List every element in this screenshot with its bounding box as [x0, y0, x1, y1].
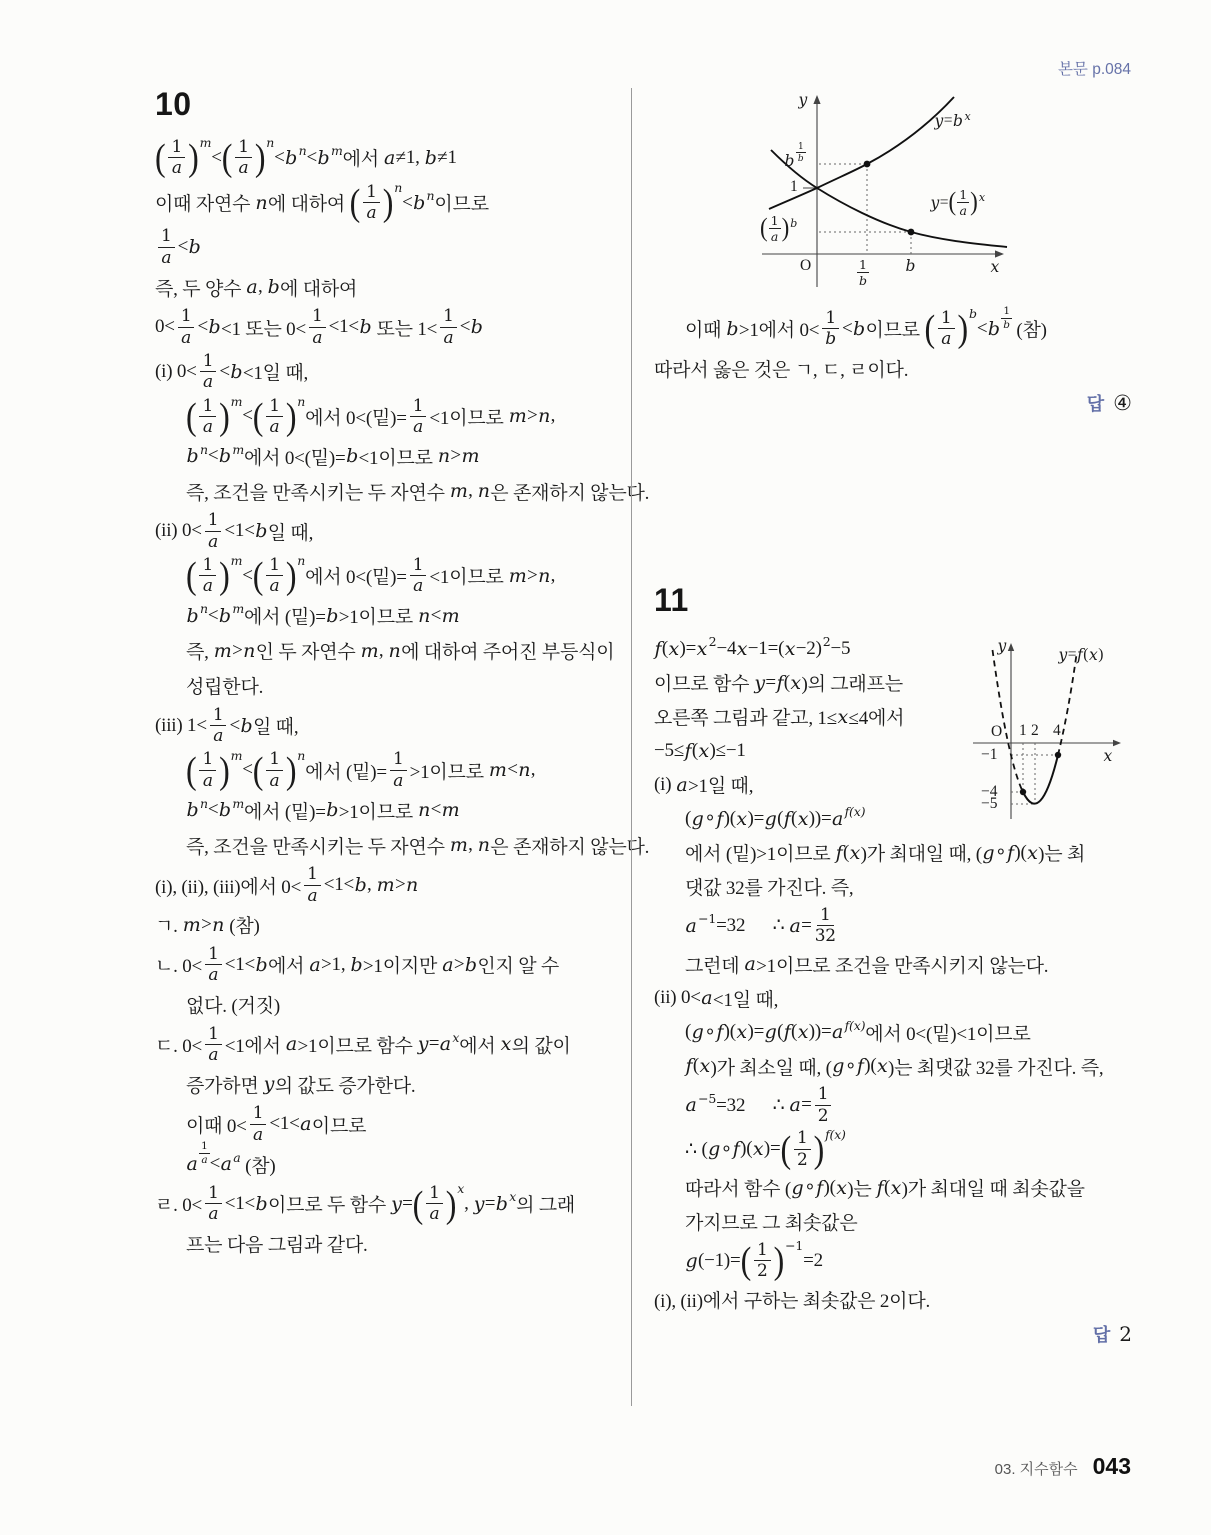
- parenthesized-fraction: ( $\frac{1}{a}$ ) b: [924, 306, 977, 350]
- page-reference: 본문 p.084: [1057, 61, 1131, 78]
- problem-number-10: 10: [155, 86, 192, 122]
- parenthesized-fraction: ( $\frac{1}{a}$ ) m: [155, 135, 212, 179]
- text-line: (iii) 1< $\frac{1}{a}$ < b 일 때,: [155, 704, 299, 747]
- text-line: 0< $\frac{1}{a}$ < b <1 또는 0< $\frac{1}{a}$ <1< b 또는 1< $\frac{1}{a}$ < b: [155, 306, 483, 348]
- text-line: f ( x )= x 2 −4 x −1=( x −2) 2 −5: [654, 634, 851, 660]
- parabola-tick-1: 1: [1019, 721, 1027, 739]
- fraction: $\frac{1}{a}$: [309, 307, 326, 347]
- fraction: $\frac{1}{a}$: [205, 945, 222, 985]
- superscript-fraction: 1 a: [201, 1140, 208, 1167]
- text-line: 그런데 a >1이므로 조건을 만족시키지 않는다.: [685, 953, 1049, 977]
- text-line: ㄱ. m > n (참): [155, 913, 260, 938]
- problem-number-11: 11: [654, 581, 689, 618]
- parabola-tick-minus1: −1: [981, 745, 998, 763]
- text-line: ㄷ. 0< $\frac{1}{a}$ <1에서 a >1이므로 함수 y = a x 에서 x 의 값이: [155, 1023, 571, 1065]
- text-line: a −1 =32 ∴ a = $\frac{1}{32}$: [685, 904, 836, 947]
- text-line: b n < b m 에서 (밑)= b >1이므로 n < m: [186, 601, 460, 629]
- fraction: $\frac{1}{32}$: [814, 904, 836, 947]
- fraction: $\frac{1}{a}$: [390, 750, 407, 790]
- parenthesized-fraction: ( $\frac{1}{2}$ ) f(x): [780, 1126, 846, 1170]
- text-line: 따라서 함수 ( g ∘ f )( x )는 f ( x )가 최대일 때 최솟값을: [685, 1176, 1085, 1201]
- fraction: $\frac{1}{a}$: [304, 865, 321, 905]
- text-line: (i) 0< $\frac{1}{a}$ < b <1일 때,: [155, 350, 309, 393]
- text-line: 즉, m > n 인 두 자연수 m , n 에 대하여 주어진 부등식이: [186, 639, 615, 664]
- parenthesized-fraction: ( $\frac{1}{a}$ ) x: [412, 1181, 465, 1225]
- text-line: a −5 =32 ∴ a = $\frac{1}{2}$: [654, 1085, 1136, 1125]
- footer-section-title: 03. 지수함수: [994, 1461, 1078, 1478]
- text-line: 이때 0< $\frac{1}{a}$ <1< a 이므로: [186, 1103, 367, 1145]
- text-line: (ii) 0< a <1일 때,: [654, 987, 779, 1011]
- parenthesized-fraction: ( $\frac{1}{a}$ ) n: [221, 135, 275, 179]
- graph-y-axis-label: y: [798, 91, 808, 109]
- exponential-functions-graph: [754, 90, 1012, 297]
- text-line: 가지므로 그 최솟값은: [685, 1213, 858, 1235]
- fraction: $\frac{1}{a}$: [210, 706, 227, 746]
- graph-x-axis-label: x: [990, 258, 1000, 276]
- answer-11-value: 2: [1119, 1321, 1132, 1346]
- text-line: 없다. (거짓): [186, 996, 280, 1018]
- text-line: ( $\frac{1}{a}$ ) m < ( $\frac{1}{a}$ ) n < b n < b m 에서 a ≠1, b ≠1: [155, 135, 457, 179]
- fraction: $\frac{1}{a}$: [178, 307, 195, 347]
- text-line: 에서 (밑)>1이므로 f ( x )가 최대일 때, ( g ∘ f )( x )는 최: [685, 841, 1086, 866]
- parabola-graph: [968, 636, 1134, 832]
- parabola-tick-minus5: −5: [981, 794, 998, 812]
- parabola-curve-label: y = f ( x ): [1058, 645, 1104, 664]
- fraction: $\frac{1}{2}$: [815, 1085, 832, 1125]
- text-line: ( $\frac{1}{a}$ ) m < ( $\frac{1}{a}$ ) n 에서 0<(밑)= $\frac{1}{a}$ <1이므로 m > n ,: [186, 393, 556, 438]
- graph-origin-label: O: [800, 257, 812, 274]
- text-line: 즉, 조건을 만족시키는 두 자연수 m , n 은 존재하지 않는다.: [186, 480, 650, 504]
- text-line: 이때 b >1에서 0< $\frac{1}{b}$ < b 이므로 ( $\frac{1}{a}$ ) b < b 1 b (참): [685, 305, 1047, 350]
- text-line: (i), (ii), (iii)에서 0< $\frac{1}{a}$ <1< b , m > n: [155, 864, 419, 906]
- problem10-conclusion: [654, 305, 1136, 384]
- graph-tick-inv-b-label: [856, 258, 870, 287]
- parenthesized-fraction: ( $\frac{1}{a}$ ) n: [252, 747, 306, 792]
- fraction: $\frac{1}{b}$: [822, 309, 839, 349]
- text-line: 이때 자연수 n 에 대하여 ( $\frac{1}{a}$ ) n < b n 이므로: [155, 180, 489, 224]
- answer-10-label: 답: [1086, 393, 1105, 414]
- superscript-fraction: 1 b: [1003, 305, 1010, 331]
- text-line: ( g ∘ f )( x )= g ( f ( x ))= a f(x): [685, 804, 866, 830]
- text-line: $\frac{1}{a}$ < b: [155, 227, 612, 267]
- text-line: ( $\frac{1}{a}$ ) m < ( $\frac{1}{a}$ ) n 에서 0<(밑)= $\frac{1}{a}$ <1이므로 m > n ,: [186, 553, 556, 597]
- fraction: $\frac{1}{a}$: [440, 307, 457, 347]
- graph-b-power-label: b 1 b: [784, 142, 804, 171]
- graph-one-label: 1: [790, 178, 798, 195]
- parenthesized-fraction: ( $\frac{1}{a}$ ) x: [948, 187, 986, 218]
- answer-10-value: ④: [1113, 390, 1132, 415]
- text-line: ∴ ( g ∘ f )( x )= ( $\frac{1}{2}$ ) f(x): [685, 1126, 846, 1170]
- parabola-y-axis-label: y: [997, 636, 1007, 655]
- text-line: 프는 다음 그림과 같다.: [186, 1235, 368, 1257]
- text-line: 즉, 두 양수 a , b 에 대하여: [155, 276, 358, 300]
- parabola-origin-label: O: [991, 722, 1003, 740]
- graph-tick-b-label: b: [905, 257, 916, 275]
- right-column: [654, 88, 1136, 1406]
- fraction: $\frac{1}{a}$: [200, 352, 217, 392]
- text-line: 즉, 조건을 만족시키는 두 자연수 m , n 은 존재하지 않는다.: [186, 834, 650, 858]
- parabola-tick-4: 4: [1053, 721, 1061, 739]
- answer-11: [654, 1321, 1132, 1347]
- graph-inv-a-power-label: [760, 214, 797, 243]
- parabola-x-axis-label: x: [1103, 746, 1113, 765]
- parenthesized-fraction: ( $\frac{1}{a}$ ) n: [349, 180, 403, 224]
- text-line: −5≤ f ( x )≤−1: [654, 739, 746, 762]
- text-line: g (−1)= ( $\frac{1}{2}$ ) −1 =2: [685, 1238, 823, 1282]
- column-divider: [631, 88, 632, 1406]
- fraction: $\frac{1}{a}$: [158, 227, 175, 267]
- fraction: $\frac{1}{a}$: [250, 1104, 267, 1144]
- superscript-fraction: 1 b: [797, 142, 804, 165]
- text-line: f ( x )가 최소일 때, ( g ∘ f )( x )는 최댓값 32를 가진다. 즉,: [685, 1055, 1104, 1079]
- parenthesized-fraction: ( $\frac{1}{a}$ ) b: [760, 213, 798, 244]
- problem10-solution: [155, 135, 650, 1259]
- parabola-tick-minus4: −4: [981, 782, 998, 800]
- fraction: $\frac{1}{a}$: [205, 511, 222, 551]
- parabola-tick-2: 2: [1031, 721, 1039, 739]
- parenthesized-fraction: ( $\frac{1}{a}$ ) m: [186, 393, 243, 438]
- answer-10: [654, 390, 1132, 416]
- text-line: b n < b m 에서 0<(밑)= b <1이므로 n > m: [186, 441, 480, 469]
- text-line: (i) a >1일 때,: [654, 773, 754, 798]
- text-line: 따라서 옳은 것은 ㄱ, ㄷ, ㄹ이다.: [654, 360, 909, 382]
- text-line: 댓값 32를 가진다. 즉,: [685, 878, 854, 900]
- parenthesized-fraction: ( $\frac{1}{a}$ ) n: [252, 553, 306, 597]
- fraction: $\frac{1}{b}$: [858, 257, 867, 288]
- fraction: $\frac{1}{a}$: [205, 1025, 222, 1065]
- text-line: a 1 a < a a (참): [186, 1140, 276, 1177]
- two-column-layout: [155, 88, 1157, 1406]
- fraction: $\frac{1}{a}$: [410, 556, 427, 596]
- text-line: ( $\frac{1}{a}$ ) m < ( $\frac{1}{a}$ ) n 에서 (밑)= $\frac{1}{a}$ >1이므로 m < n ,: [186, 747, 536, 792]
- text-line: (i), (ii)에서 구하는 최솟값은 2이다.: [654, 1291, 931, 1313]
- graph-curve-bx-label: y = b x: [934, 109, 971, 130]
- parenthesized-fraction: ( $\frac{1}{a}$ ) m: [186, 553, 243, 597]
- left-column: [155, 86, 650, 1406]
- text-line: 증가하면 y 의 값도 증가한다.: [186, 1073, 416, 1097]
- fraction: $\frac{1}{a}$: [410, 397, 427, 437]
- parenthesized-fraction: ( $\frac{1}{a}$ ) m: [186, 747, 243, 792]
- text-line: ㄹ. 0< $\frac{1}{a}$ <1< b 이므로 두 함수 y = ( $\frac{1}{a}$ ) x , y = b x 의 그래: [155, 1181, 576, 1225]
- text-line: 오른쪽 그림과 같고, 1≤ x ≤4에서: [654, 705, 905, 730]
- parenthesized-fraction: ( $\frac{1}{a}$ ) n: [252, 393, 306, 438]
- text-line: (ii) 0< $\frac{1}{a}$ <1< b 일 때,: [155, 510, 314, 552]
- text-line: 성립한다.: [186, 677, 264, 699]
- text-line: ( g ∘ f )( x )= g ( f ( x ))= a f(x) 에서 0<(밑)<1이므로: [685, 1017, 1031, 1045]
- graph-curve-inv-a-label: y = ( $\frac{1}{a}$ ) x: [930, 187, 986, 218]
- text-line: b n < b m 에서 (밑)= b >1이므로 n < m: [186, 795, 460, 823]
- text-line: ㄴ. 0< $\frac{1}{a}$ <1< b 에서 a >1, b >1이지만 a > b 인지 알 수: [155, 943, 560, 986]
- answer-11-label: 답: [1092, 1324, 1111, 1345]
- text-line: 이므로 함수 y = f ( x )의 그래프는: [654, 671, 903, 696]
- page-footer: [995, 1453, 1131, 1480]
- footer-page-number: 043: [1092, 1453, 1131, 1479]
- parenthesized-fraction: ( $\frac{1}{2}$ ) −1: [740, 1238, 804, 1282]
- problem11-solution: [654, 634, 1136, 1315]
- fraction: $\frac{1}{a}$: [205, 1184, 222, 1224]
